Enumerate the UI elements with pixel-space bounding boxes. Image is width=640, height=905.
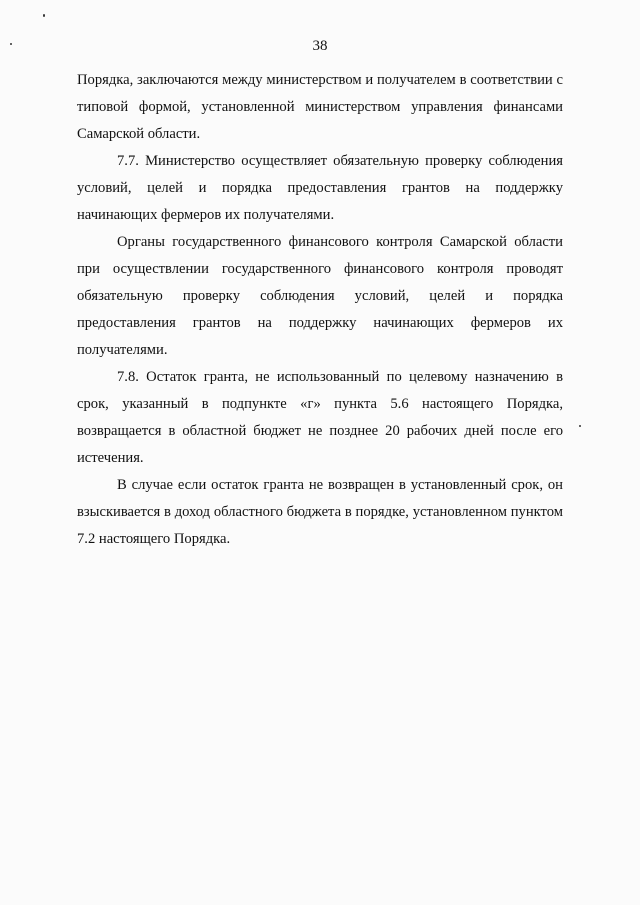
page-number: 38 [312, 38, 328, 54]
document-body [77, 67, 563, 553]
paragraph-grant-recovery: В случае если остаток гранта не возвращен в установленный срок, он взыскивается в доход областного бюджета в порядке, установленном пунктом 7.2 настоящего Порядка. [77, 477, 563, 547]
paragraph-control-bodies: Органы государственного финансового контроля Самарской области при осуществлении государственного финансового контроля проводят обязательную проверку соблюдения условий, целей и порядка предоставления грантов на поддержку начинающих фермеров их получателями. [77, 234, 563, 358]
scan-speck [579, 425, 581, 427]
paragraph-7-7: 7.7. Министерство осуществляет обязательную проверку соблюдения условий, целей и порядка предоставления грантов на поддержку начинающих фермеров их получателями. [77, 153, 563, 223]
paragraph-7-8: 7.8. Остаток гранта, не использованный по целевому назначению в срок, указанный в подпункте «г» пункта 5.6 настоящего Порядка, возвращается в областной бюджет не позднее 20 рабочих дней после его истечения. [77, 369, 563, 466]
paragraph-continuation: Порядка, заключаются между министерством и получателем в соответствии с типовой формой, установленной министерством управления финансами Самарской области. [77, 72, 563, 142]
scan-speck [43, 14, 45, 17]
